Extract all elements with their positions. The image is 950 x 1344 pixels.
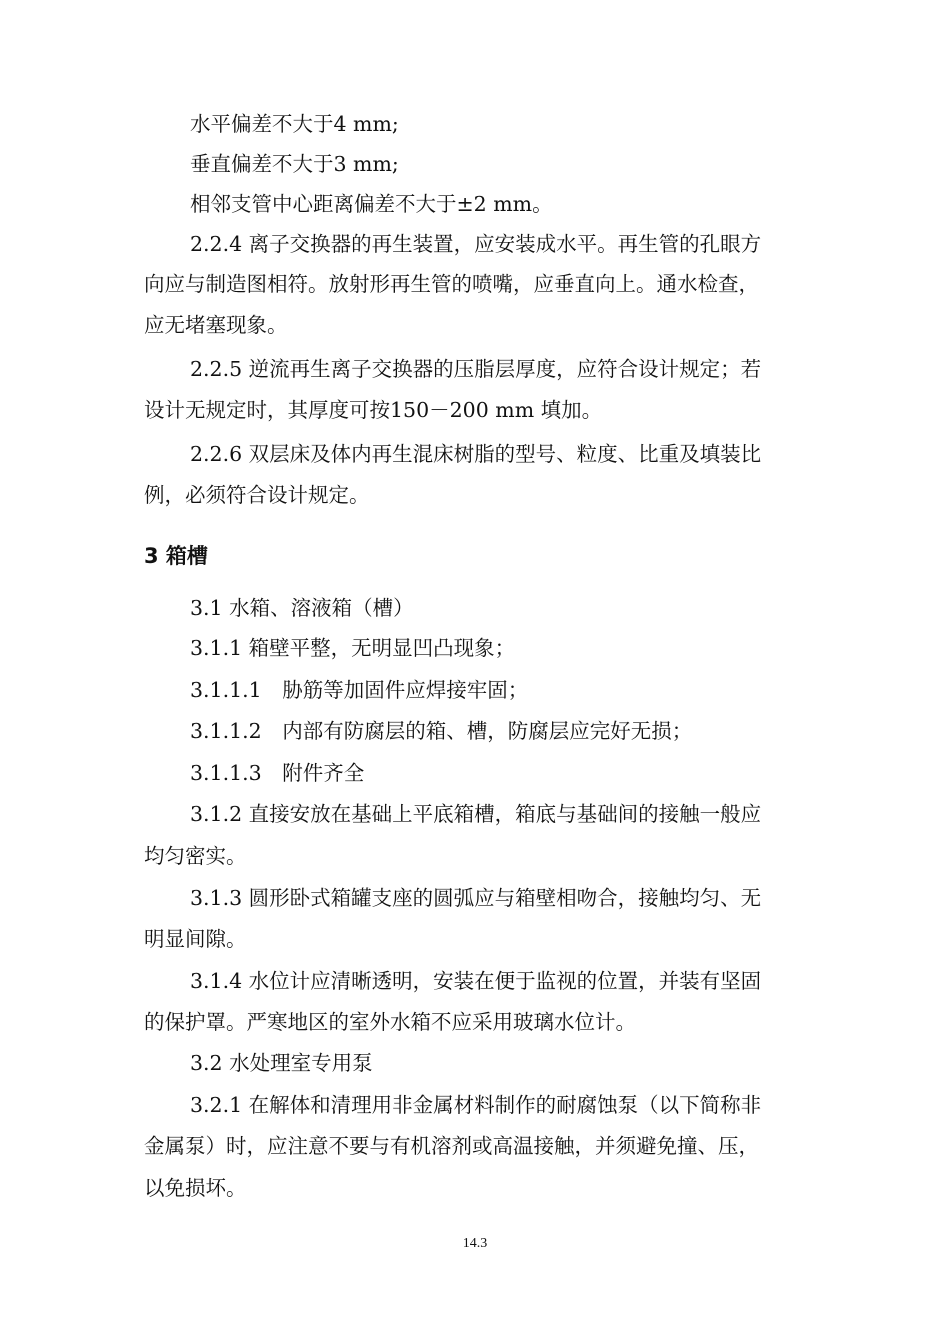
text-line: 金属泵）时，应注意不要与有机溶剂或高温接触，并须避免撞、压， [144,1134,759,1158]
text-line: 例，必须符合设计规定。 [144,483,370,507]
text-line: 以免损坏。 [144,1176,247,1200]
text-line: 均匀密实。 [144,844,247,868]
text-line: 垂直偏差不大于3 mm; [190,152,399,176]
text-line: 3.1.1.1 胁筋等加固件应焊接牢固； [190,678,529,702]
text-line: 应无堵塞现象。 [144,313,288,337]
page-number: 14.3 [462,1236,488,1251]
section-heading: 3 箱槽 [144,544,208,568]
text-line: 3.1 水箱、溶液箱（槽） [190,596,414,620]
text-line: 3.1.2 直接安放在基础上平底箱槽，箱底与基础间的接触一般应 [190,802,762,826]
text-line: 明显间隙。 [144,927,247,951]
text-line: 3.2 水处理室专用泵 [190,1051,373,1075]
text-line: 3.1.1.2 内部有防腐层的箱、槽，防腐层应完好无损； [190,719,693,743]
text-line: 的保护罩。严寒地区的室外水箱不应采用玻璃水位计。 [144,1010,636,1034]
text-line: 2.2.6 双层床及体内再生混床树脂的型号、粒度、比重及填装比 [190,442,762,466]
text-line: 3.2.1 在解体和清理用非金属材料制作的耐腐蚀泵（以下简称非 [190,1093,762,1117]
text-line: 3.1.1 箱壁平整，无明显凹凸现象； [190,636,516,660]
text-line: 水平偏差不大于4 mm; [190,112,399,136]
text-line: 3.1.4 水位计应清晰透明，安装在便于监视的位置，并装有坚固 [190,969,762,993]
text-line: 2.2.5 逆流再生离子交换器的压脂层厚度，应符合设计规定；若 [190,357,762,381]
text-line: 向应与制造图相符。放射形再生管的喷嘴，应垂直向上。通水检查， [144,272,759,296]
text-line: 3.1.1.3 附件齐全 [190,761,365,785]
text-line: 设计无规定时，其厚度可按150－200 mm 填加。 [144,398,603,422]
text-line: 相邻支管中心距离偏差不大于±2 mm。 [190,192,553,216]
text-line: 3.1.3 圆形卧式箱罐支座的圆弧应与箱壁相吻合，接触均匀、无 [190,886,762,910]
text-line: 2.2.4 离子交换器的再生装置，应安装成水平。再生管的孔眼方 [190,232,762,256]
